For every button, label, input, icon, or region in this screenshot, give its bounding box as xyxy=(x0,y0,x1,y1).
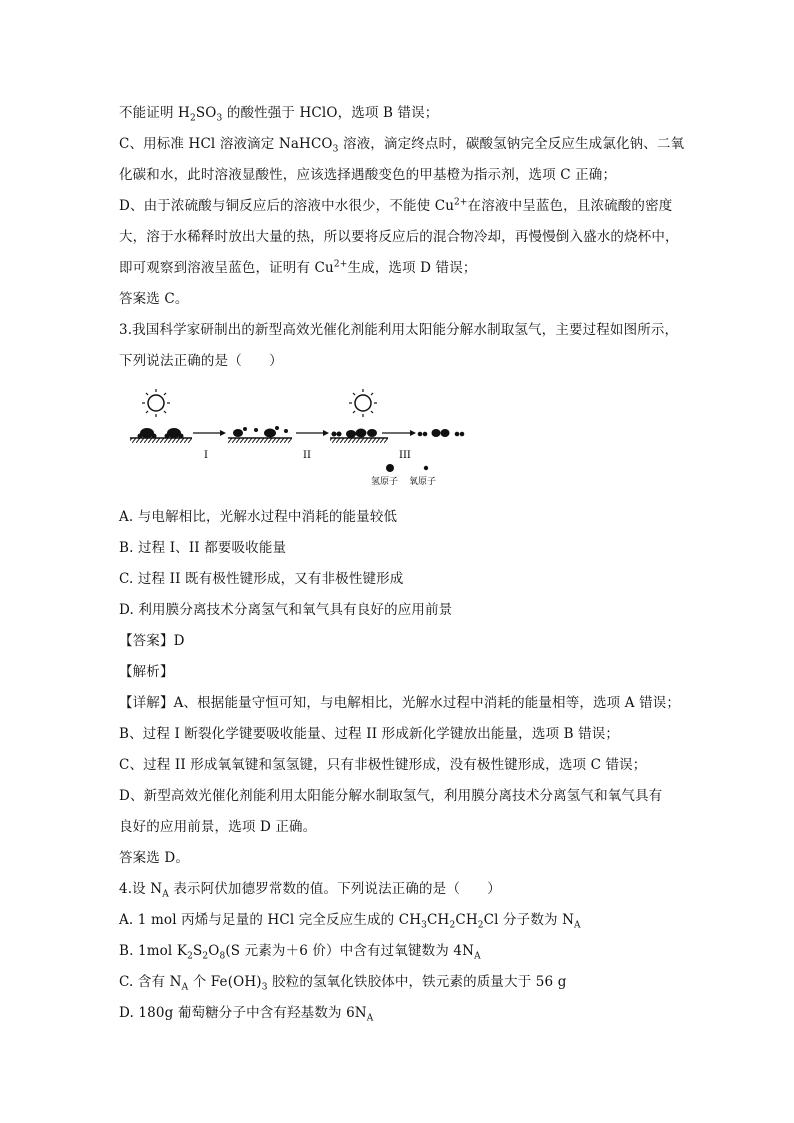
q4-option-d: D. 180g 葡萄糖分子中含有羟基数为 $6N_A$ xyxy=(119,1005,374,1024)
q4-option-a: A. 1 mol 丙烯与足量的 HCl 完全反应生成的 $CH_3CH_2CH_2Cl$ 分子数为 $N_A$ xyxy=(119,912,581,931)
step-label-1: I xyxy=(204,450,208,461)
arrow-head xyxy=(220,430,226,436)
hydrogen-atom-marker xyxy=(386,464,394,472)
prev-line-4: D、由于浓硫酸与铜反应后的溶液中水很少，不能使 $Cu^{2+}$在溶液中呈蓝色，且浓硫酸的密度 xyxy=(119,197,673,214)
product-molecules xyxy=(332,429,378,439)
q4-option-c: C. 含有 $N_A$ 个 $Fe(OH)_3$ 胶粒的氢氧化铁胶体中，铁元素的质量大于 56 g xyxy=(119,974,567,993)
q3-stem-line-1: 3.我国科学家研制出的新型高效光催化剂能利用太阳能分解水制取氢气，主要过程如图所示， xyxy=(119,322,679,338)
prev-line-2: C、用标准 HCl 溶液滴定 NaHCO$_3$ 溶液，滴定终点时，碳酸氢钠完全反应生成氯化钠、二氧 xyxy=(119,136,685,155)
split-atoms xyxy=(233,426,288,438)
sun-icon xyxy=(142,389,170,417)
prev-line-1: 不能证明 $H_2SO_3$ 的酸性强于 HClO，选项 B 错误； xyxy=(119,105,439,124)
prev-line-3: 化碳和水，此时溶液显酸性，应该选择遇酸变色的甲基橙为指示剂，选项 C 正确； xyxy=(119,167,617,183)
q3-detail-line-5: 良好的应用前景，选项 D 正确。 xyxy=(119,819,317,835)
sun-icon xyxy=(349,389,377,417)
q3-detail-line-3: C、过程 II 形成氧氧键和氢氢键，只有非极性键形成，没有极性键形成，选项 C 错误； xyxy=(119,757,647,773)
legend-oxygen-label: 氧原子 xyxy=(409,477,437,487)
step-label-2: II xyxy=(303,450,311,461)
catalyst-surface xyxy=(130,438,388,443)
legend-hydrogen-label: 氢原子 xyxy=(371,477,399,487)
q3-conclusion: 答案选 D。 xyxy=(119,850,190,866)
q3-option-b: B. 过程 I、II 都要吸收能量 xyxy=(119,540,287,556)
q4-stem: 4.设 $N_A$ 表示阿伏加德罗常数的值。下列说法正确的是（ ） xyxy=(119,881,501,900)
q3-answer: 【答案】D xyxy=(119,633,185,649)
step-label-3: III xyxy=(399,450,411,461)
q3-detail-line-4: D、新型高效光催化剂能利用太阳能分解水制取氢气，利用膜分离技术分离氢气和氧气具有 xyxy=(119,788,663,804)
q3-detail-line-1: 【详解】A、根据能量守恒可知，与电解相比，光解水过程中消耗的能量相等，选项 A 错误； xyxy=(119,695,681,711)
separated-molecules xyxy=(418,429,465,437)
q4-option-b: B. 1mol $K_2S_2O_8(S$ 元素为＋6 价）中含有过氧键数为 $4N_A$ xyxy=(119,943,481,962)
oxygen-atom-marker xyxy=(424,466,428,470)
prev-answer: 答案选 C。 xyxy=(119,291,189,307)
arrow-head xyxy=(410,430,416,436)
q3-analysis-title: 【解析】 xyxy=(119,664,174,680)
water-molecule xyxy=(138,428,184,439)
photolysis-process-figure xyxy=(120,388,480,493)
arrow-head xyxy=(323,430,329,436)
prev-line-5: 大，溶于水稀释时放出大量的热，所以要将反应后的混合物冷却，再慢慢倒入盛水的烧杯中， xyxy=(119,229,679,245)
q3-option-a: A. 与电解相比，光解水过程中消耗的能量较低 xyxy=(119,509,398,525)
q3-stem-line-2: 下列说法正确的是（ ） xyxy=(119,353,283,369)
prev-line-6: 即可观察到溶液呈蓝色，证明有 $Cu^{2+}$生成，选项 D 错误； xyxy=(119,259,477,276)
q3-detail-line-2: B、过程 I 断裂化学键要吸收能量、过程 II 形成新化学键放出能量，选项 B 错误； xyxy=(119,726,620,742)
q3-option-d: D. 利用膜分离技术分离氢气和氧气具有良好的应用前景 xyxy=(119,602,453,618)
q3-option-c: C. 过程 II 既有极性键形成，又有非极性键形成 xyxy=(119,571,404,587)
